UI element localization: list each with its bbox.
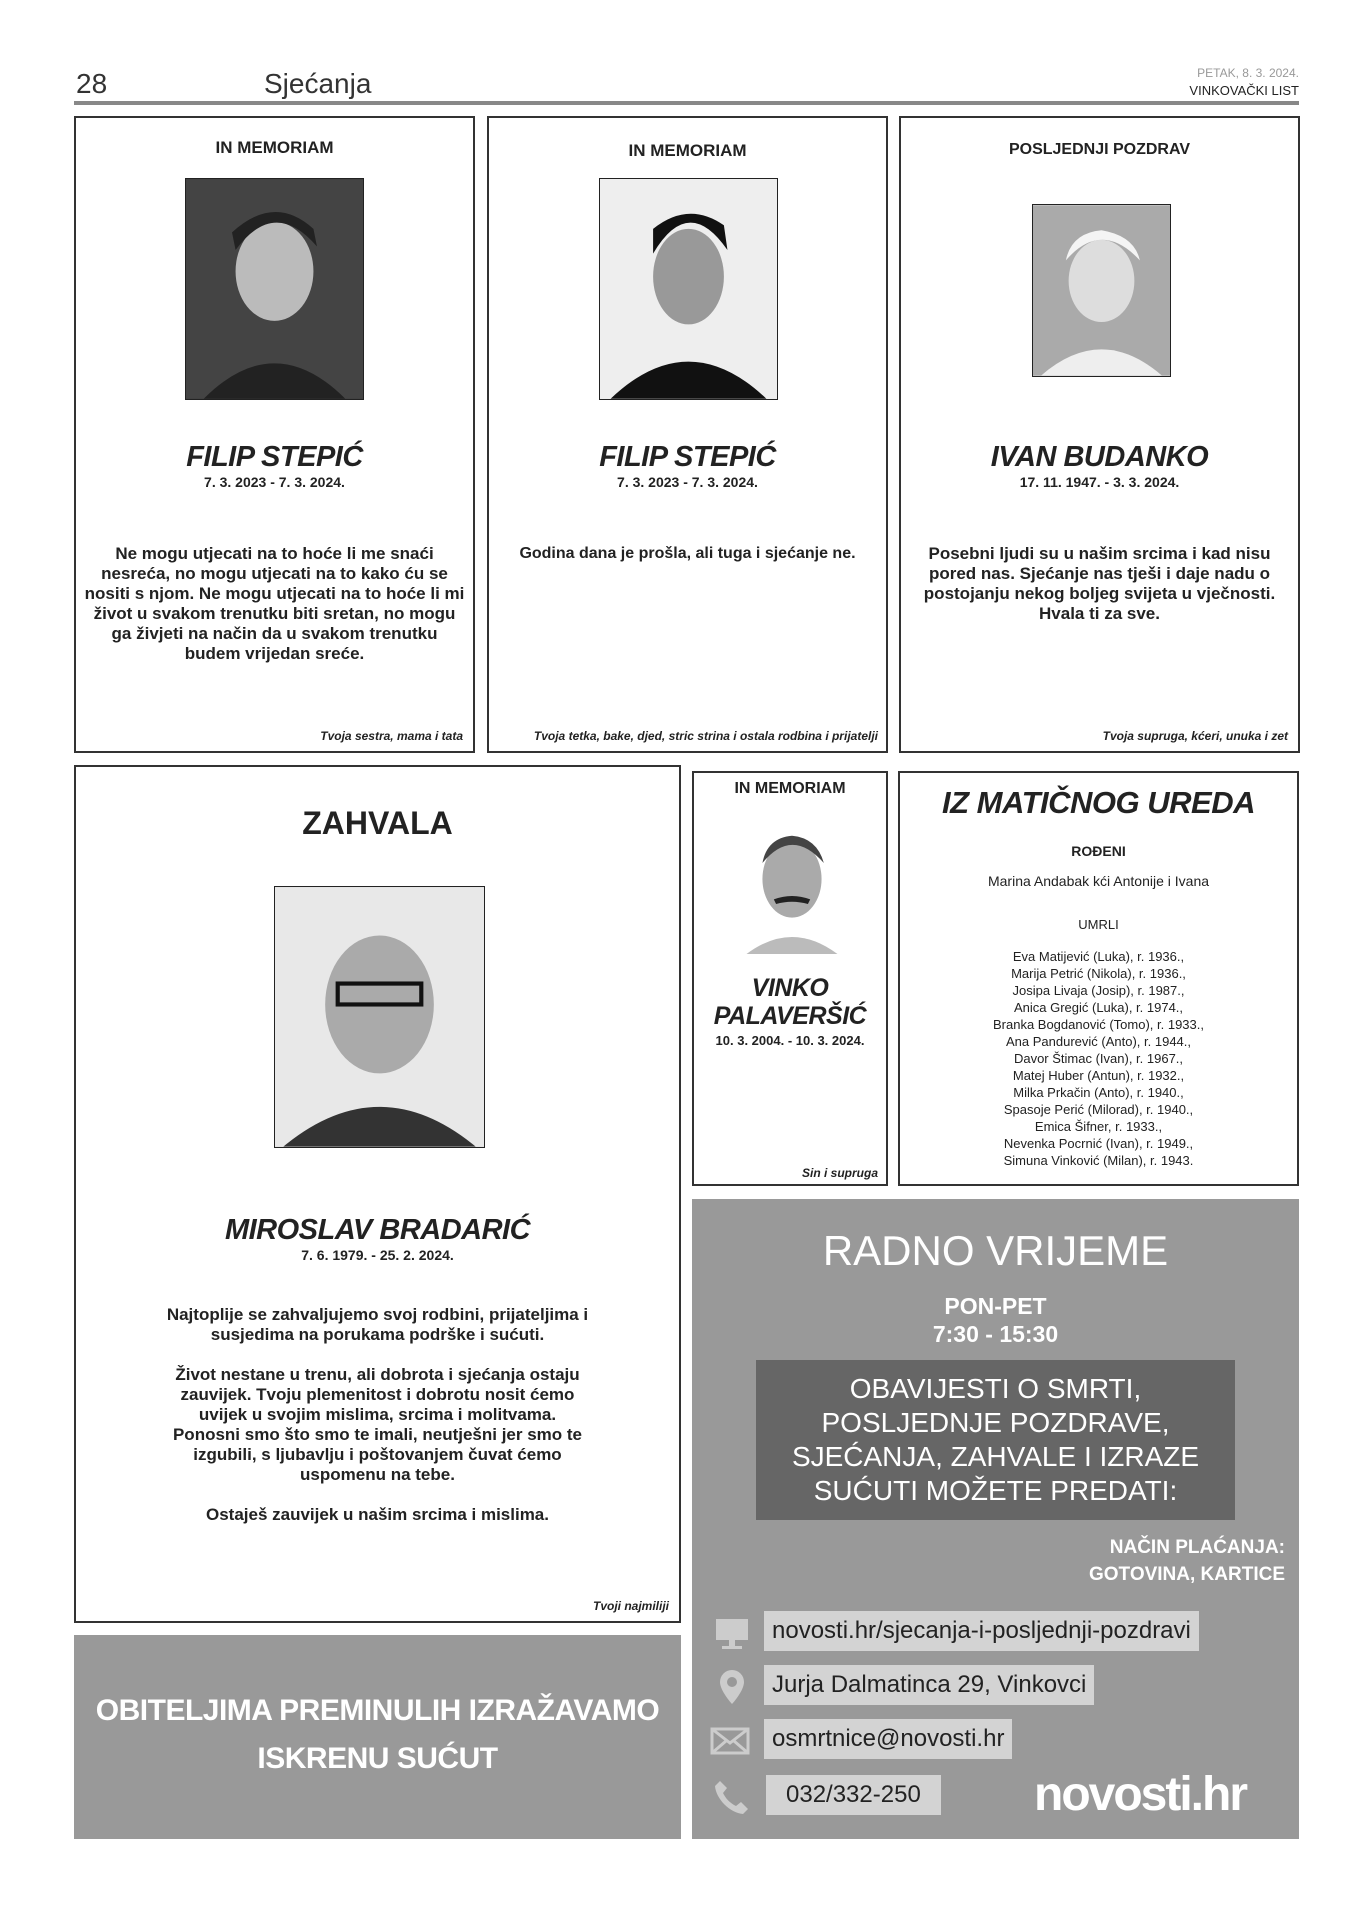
phone-number: 032/332-250	[766, 1775, 941, 1815]
died-entry: Matej Huber (Antun), r. 1932.,	[1012, 1068, 1185, 1083]
location-pin-icon	[712, 1667, 752, 1707]
notice-vinko-palaversic	[692, 771, 888, 1186]
notice-ivan-budanko	[899, 116, 1300, 753]
died-entry: Spasoje Perić (Milorad), r. 1940.,	[1003, 1102, 1194, 1117]
died-entry: Ana Pandurević (Anto), r. 1944.,	[1006, 1034, 1191, 1049]
notice-signature: Sin i supruga	[801, 1166, 878, 1180]
section-title: Sjećanja	[264, 68, 372, 99]
zahvala-notice	[74, 765, 681, 1623]
portrait-photo	[734, 813, 850, 954]
notice-signature: Tvoja supruga, kćeri, unuka i zet	[1102, 729, 1288, 743]
address-text: Jurja Dalmatinca 29, Vinkovci	[764, 1665, 1094, 1705]
born-label: ROĐENI	[1071, 843, 1126, 859]
deceased-name: FILIP STEPIĆ	[186, 441, 363, 473]
notice-signature: Tvoja sestra, mama i tata	[320, 729, 463, 743]
notice-signature: Tvoji najmiliji	[592, 1599, 669, 1613]
deceased-name: MIROSLAV BRADARIĆ	[224, 1214, 531, 1246]
condolence-line-2: ISKRENU SUĆUT	[257, 1742, 498, 1775]
payment-methods: GOTOVINA, KARTICE	[1089, 1564, 1285, 1585]
payment-label: NAČIN PLAĆANJA:	[1109, 1537, 1285, 1558]
issue-date: PETAK, 8. 3. 2024.	[1197, 66, 1299, 80]
registry-title: IZ MATIČNOG UREDA	[942, 785, 1255, 820]
ad-notice: OBAVIJESTI O SMRTI, POSLJEDNJE POZDRAVE, SJEĆANJA, ZAHVALE I IZRAZE SUĆUTI MOŽETE PREDATI:	[756, 1360, 1235, 1520]
born-entry: Marina Andabak kći Antonije i Ivana	[987, 873, 1210, 889]
deceased-name: FILIP STEPIĆ	[599, 441, 776, 473]
notice-kicker: IN MEMORIAM	[215, 138, 334, 157]
condolence-banner	[74, 1635, 681, 1839]
zahvala-text	[136, 1305, 619, 1545]
registry-office-box	[898, 771, 1299, 1186]
life-dates: 7. 6. 1979. - 25. 2. 2024.	[301, 1247, 454, 1263]
novosti-logo: novosti.hr	[1034, 1768, 1247, 1821]
monitor-icon	[712, 1614, 752, 1654]
ad-days: PON-PET	[944, 1293, 1047, 1319]
portrait-photo	[599, 178, 778, 400]
notice-filip-stepic-1	[74, 116, 475, 753]
zahvala-paragraph: Život nestane u trenu, ali dobrota i sjećanja ostaju zauvijek. Tvoju plemenitost i dobrotu nosit ćemo uvijek u svojim mislima, srcima i molitvama. Ponosni smo što smo te imali, neutješni jer smo te izgubili, s ljubavlju i poštovanjem čuvat ćemo uspomenu na tebe.	[172, 1365, 583, 1484]
notice-message: Godina dana je prošla, ali tuga i sjećanje ne.	[519, 545, 856, 562]
died-entry: Nevenka Pocrnić (Ivan), r. 1949.,	[1003, 1136, 1194, 1151]
notice-message: Posebni ljudi su u našim srcima i kad nisu pored nas. Sjećanje nas tješi i daje nadu o postojanju nekog boljeg svijeta u vječnosti. Hvala ti za sve.	[923, 544, 1276, 623]
life-dates: 10. 3. 2004. - 10. 3. 2024.	[715, 1033, 865, 1048]
died-entry: Branka Bogdanović (Tomo), r. 1933.,	[992, 1017, 1204, 1032]
ad-hours: 7:30 - 15:30	[932, 1321, 1059, 1347]
died-label: UMRLI	[1078, 917, 1119, 932]
died-entry: Anica Gregić (Luka), r. 1974.,	[1013, 1000, 1184, 1015]
portrait-photo	[1032, 204, 1171, 377]
life-dates: 7. 3. 2023 - 7. 3. 2024.	[617, 474, 758, 490]
notice-signature: Tvoja tetka, bake, djed, stric strina i ostala rodbina i prijatelji	[533, 729, 878, 743]
ad-title: RADNO VRIJEME	[822, 1227, 1169, 1274]
zahvala-paragraph: Najtoplije se zahvaljujemo svoj rodbini, prijateljima i susjedima na porukama podrške i sućuti.	[166, 1305, 589, 1344]
died-entry: Davor Štimac (Ivan), r. 1967.,	[1013, 1051, 1184, 1066]
died-entry: Simuna Vinković (Milan), r. 1943.	[1003, 1153, 1194, 1168]
notice-message: Ne mogu utjecati na to hoće li me snaći nesreća, no mogu utjecati na to kako ću se nositi s njom. Ne mogu utjecati na to hoće li mi život u svakom trenutku biti sretan, no mogu ga živjeti na način da u svakom trenutku budem vrijedan sreće.	[84, 544, 465, 663]
deceased-name-line1: VINKO	[751, 974, 829, 1002]
portrait-photo	[185, 178, 364, 400]
email-link[interactable]: osmrtnice@novosti.hr	[764, 1719, 1012, 1759]
notice-kicker: POSLJEDNJI POZDRAV	[1008, 141, 1191, 158]
envelope-icon	[706, 1721, 754, 1761]
phone-icon	[712, 1777, 752, 1817]
working-hours-ad	[692, 1199, 1299, 1839]
condolence-line-1: OBITELJIMA PREMINULIH IZRAŽAVAMO	[95, 1694, 660, 1727]
died-list	[900, 948, 1297, 1169]
died-entry: Eva Matijević (Luka), r. 1936.,	[1012, 949, 1185, 964]
website-link[interactable]: novosti.hr/sjecanja-i-posljednji-pozdravi	[764, 1611, 1199, 1651]
died-entry: Emica Šifner, r. 1933.,	[1034, 1119, 1163, 1134]
portrait-photo	[274, 886, 485, 1148]
notice-filip-stepic-2	[487, 116, 888, 753]
life-dates: 17. 11. 1947. - 3. 3. 2024.	[1019, 474, 1180, 490]
zahvala-paragraph: Ostaješ zauvijek u našim srcima i mislima.	[205, 1505, 549, 1524]
died-entry: Marija Petrić (Nikola), r. 1936.,	[1011, 966, 1186, 981]
notice-kicker: IN MEMORIAM	[734, 780, 846, 797]
deceased-name: IVAN BUDANKO	[990, 441, 1209, 473]
deceased-name-line2: PALAVERŠIĆ	[713, 1002, 867, 1030]
header-rule	[74, 101, 1299, 105]
zahvala-title: ZAHVALA	[302, 805, 453, 841]
died-entry: Josipa Livaja (Josip), r. 1987.,	[1012, 983, 1185, 998]
notice-kicker: IN MEMORIAM	[628, 141, 747, 160]
died-entry: Milka Prkačin (Anto), r. 1940.,	[1013, 1085, 1184, 1100]
publication-name: VINKOVAČKI LIST	[1189, 83, 1299, 98]
page-number: 28	[76, 68, 108, 99]
life-dates: 7. 3. 2023 - 7. 3. 2024.	[204, 474, 345, 490]
